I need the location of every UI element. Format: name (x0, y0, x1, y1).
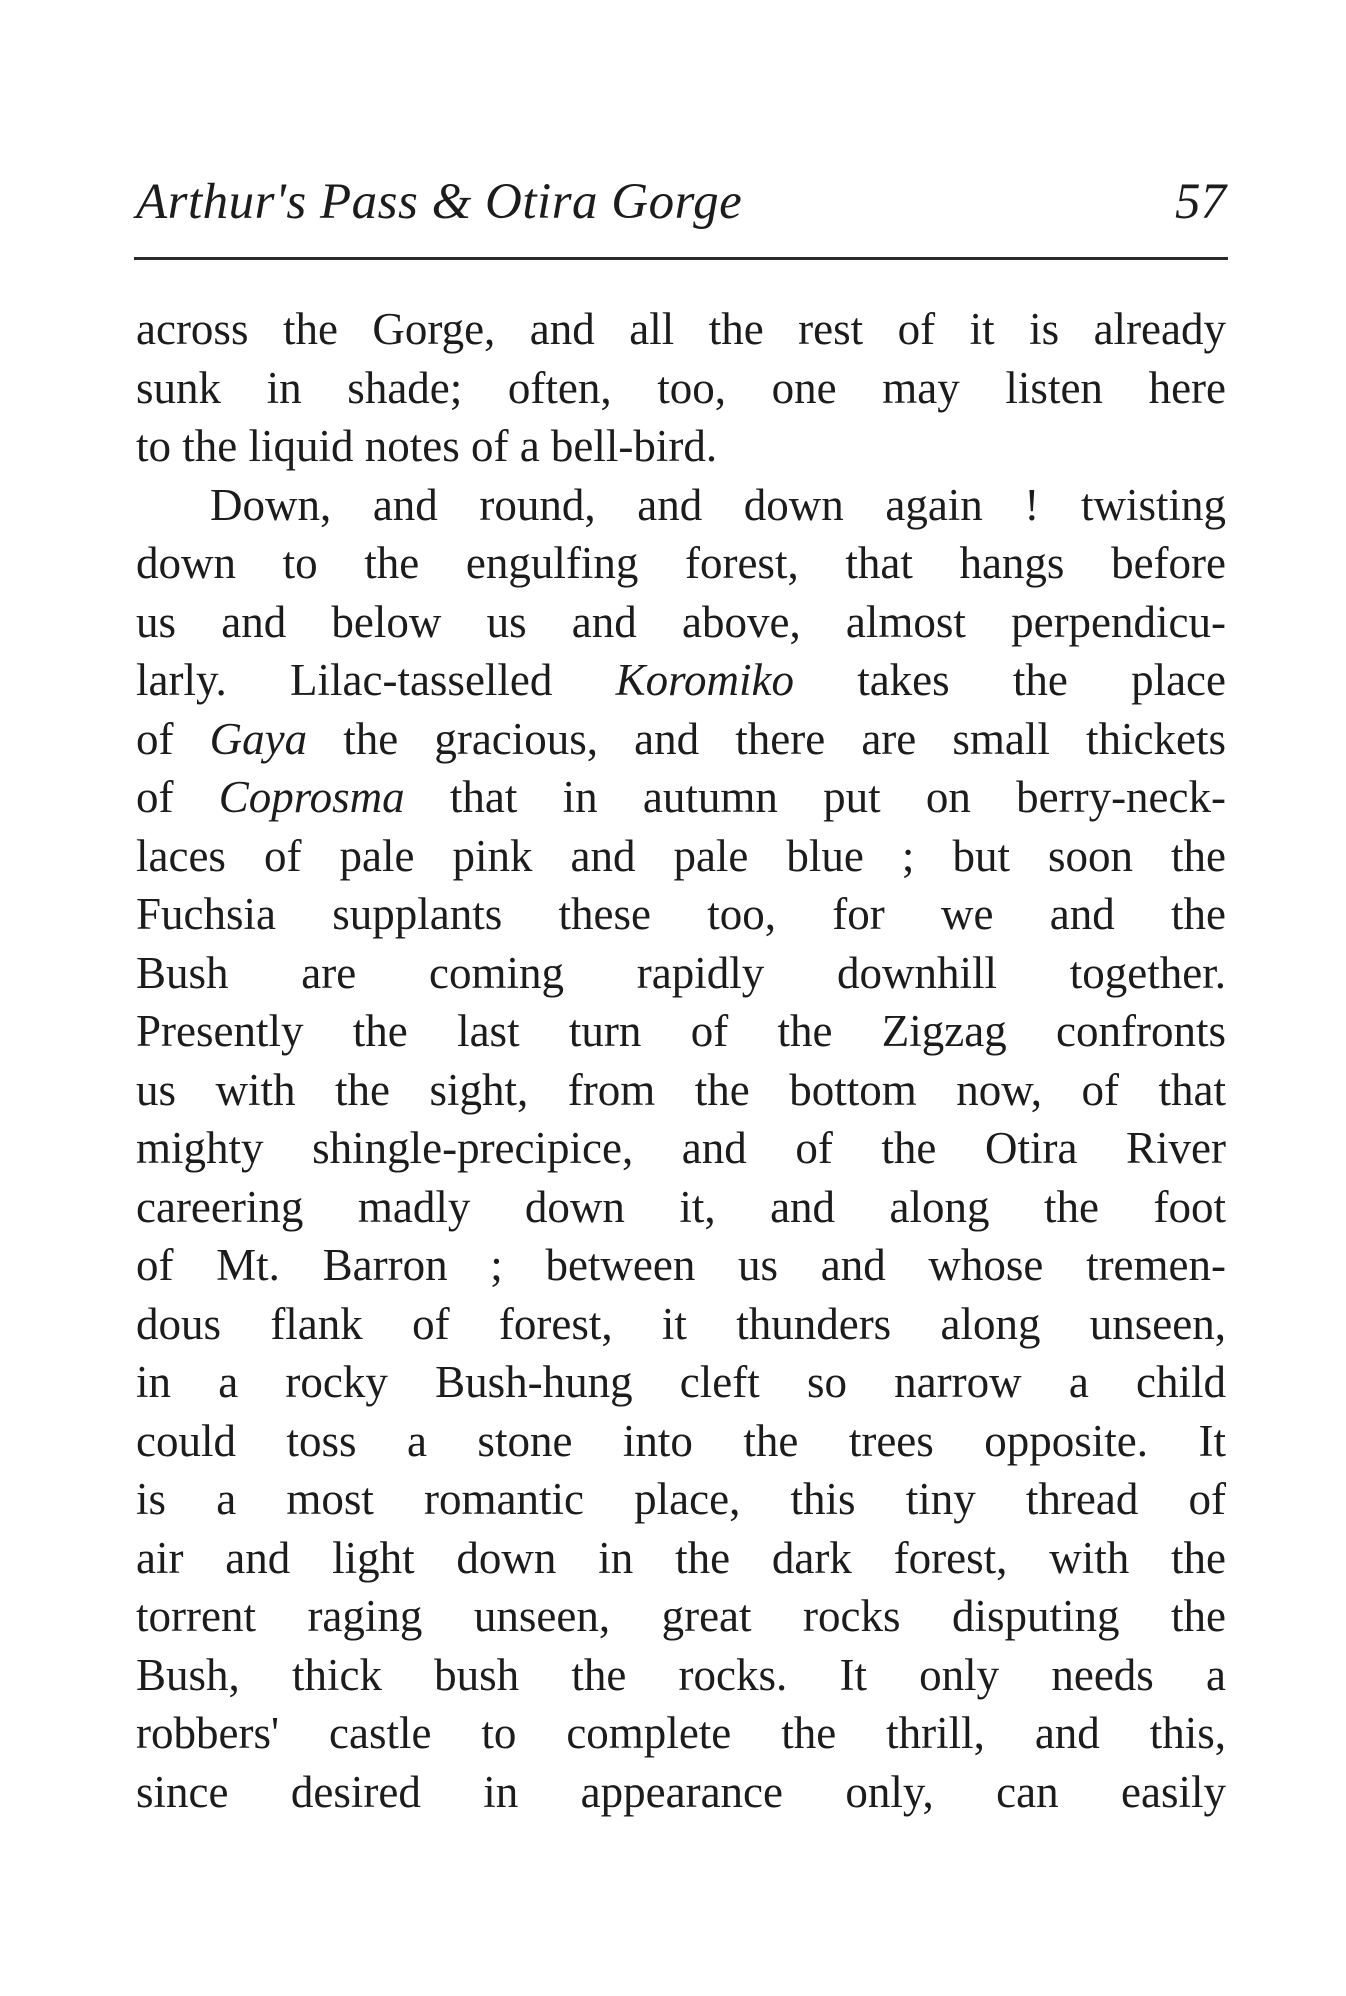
text-line (136, 417, 1226, 476)
italic-term: Koromiko (615, 655, 794, 705)
text-segment: Bush, thick bush the rocks. It only needs a (136, 1649, 1226, 1700)
text-segment: sunk in shade; often, too, one may listen here (136, 362, 1226, 413)
italic-term: Coprosma (218, 772, 405, 822)
body-text (136, 300, 1226, 1821)
text-line (136, 885, 1226, 944)
text-line (136, 944, 1226, 1003)
text-segment: to the liquid notes of a bell-bird. (136, 421, 718, 471)
text-line (136, 476, 1226, 535)
text-line (136, 1763, 1226, 1822)
text-segment: across the Gorge, and all the rest of it is already (136, 304, 1226, 354)
text-line (136, 710, 1226, 769)
text-segment: mighty shingle-precipice, and of the Otira River (136, 1123, 1226, 1173)
text-line (136, 1353, 1226, 1412)
text-segment: could toss a stone into the trees opposite. It (136, 1415, 1226, 1466)
text-line (136, 1236, 1226, 1295)
text-segment: is a most romantic place, this tiny thread of (136, 1474, 1226, 1524)
text-line (136, 1704, 1226, 1763)
text-line (136, 1412, 1226, 1471)
text-line (136, 1646, 1226, 1705)
text-line (136, 1002, 1226, 1061)
text-segment: Bush are coming rapidly downhill together. (136, 947, 1226, 998)
text-segment: dous flank of forest, it thunders along unseen, (136, 1298, 1226, 1349)
text-line (136, 593, 1226, 652)
text-segment: robbers' castle to complete the thrill, and this, (136, 1708, 1226, 1758)
text-segment: since desired in appearance only, can easily (136, 1766, 1226, 1817)
text-segment: Fuchsia supplants these too, for we and the (136, 889, 1226, 939)
text-line (136, 1470, 1226, 1529)
text-line (136, 300, 1226, 359)
text-line (136, 1587, 1226, 1646)
text-segment: of (136, 772, 219, 822)
text-segment: that in autumn put on berry-neck- (404, 772, 1226, 822)
text-line (136, 359, 1226, 418)
text-line (136, 1061, 1226, 1120)
text-line (136, 1119, 1226, 1178)
text-segment: Down, and round, and down again ! twisting (210, 479, 1226, 530)
text-line (136, 827, 1226, 886)
text-segment: us and below us and above, almost perpendicu- (136, 596, 1226, 647)
text-line (136, 651, 1226, 710)
text-line (136, 768, 1226, 827)
text-segment: us with the sight, from the bottom now, of that (136, 1064, 1226, 1115)
text-line (136, 534, 1226, 593)
text-segment: down to the engulfing forest, that hangs before (136, 538, 1226, 588)
text-segment: Presently the last turn of the Zigzag confronts (136, 1006, 1226, 1056)
text-segment: laces of pale pink and pale blue ; but soon the (136, 830, 1226, 881)
text-line (136, 1529, 1226, 1588)
text-segment: the gracious, and there are small thickets (307, 713, 1226, 764)
text-segment: torrent raging unseen, great rocks disputing the (136, 1591, 1226, 1641)
header-rule (134, 257, 1228, 260)
page-number: 57 (1175, 174, 1226, 230)
running-head-title: Arthur's Pass & Otira Gorge (136, 174, 743, 230)
text-segment: in a rocky Bush-hung cleft so narrow a child (136, 1357, 1226, 1407)
text-segment: of Mt. Barron ; between us and whose tremen- (136, 1240, 1226, 1290)
text-line (136, 1295, 1226, 1354)
text-segment: careering madly down it, and along the foot (136, 1181, 1226, 1232)
text-line (136, 1178, 1226, 1237)
running-head (136, 162, 1226, 242)
text-segment: larly. Lilac-tasselled (136, 655, 616, 705)
text-segment: of (136, 713, 210, 764)
text-segment: takes the place (793, 655, 1227, 705)
italic-term: Gaya (209, 713, 308, 764)
text-segment: air and light down in the dark forest, with the (136, 1532, 1226, 1583)
